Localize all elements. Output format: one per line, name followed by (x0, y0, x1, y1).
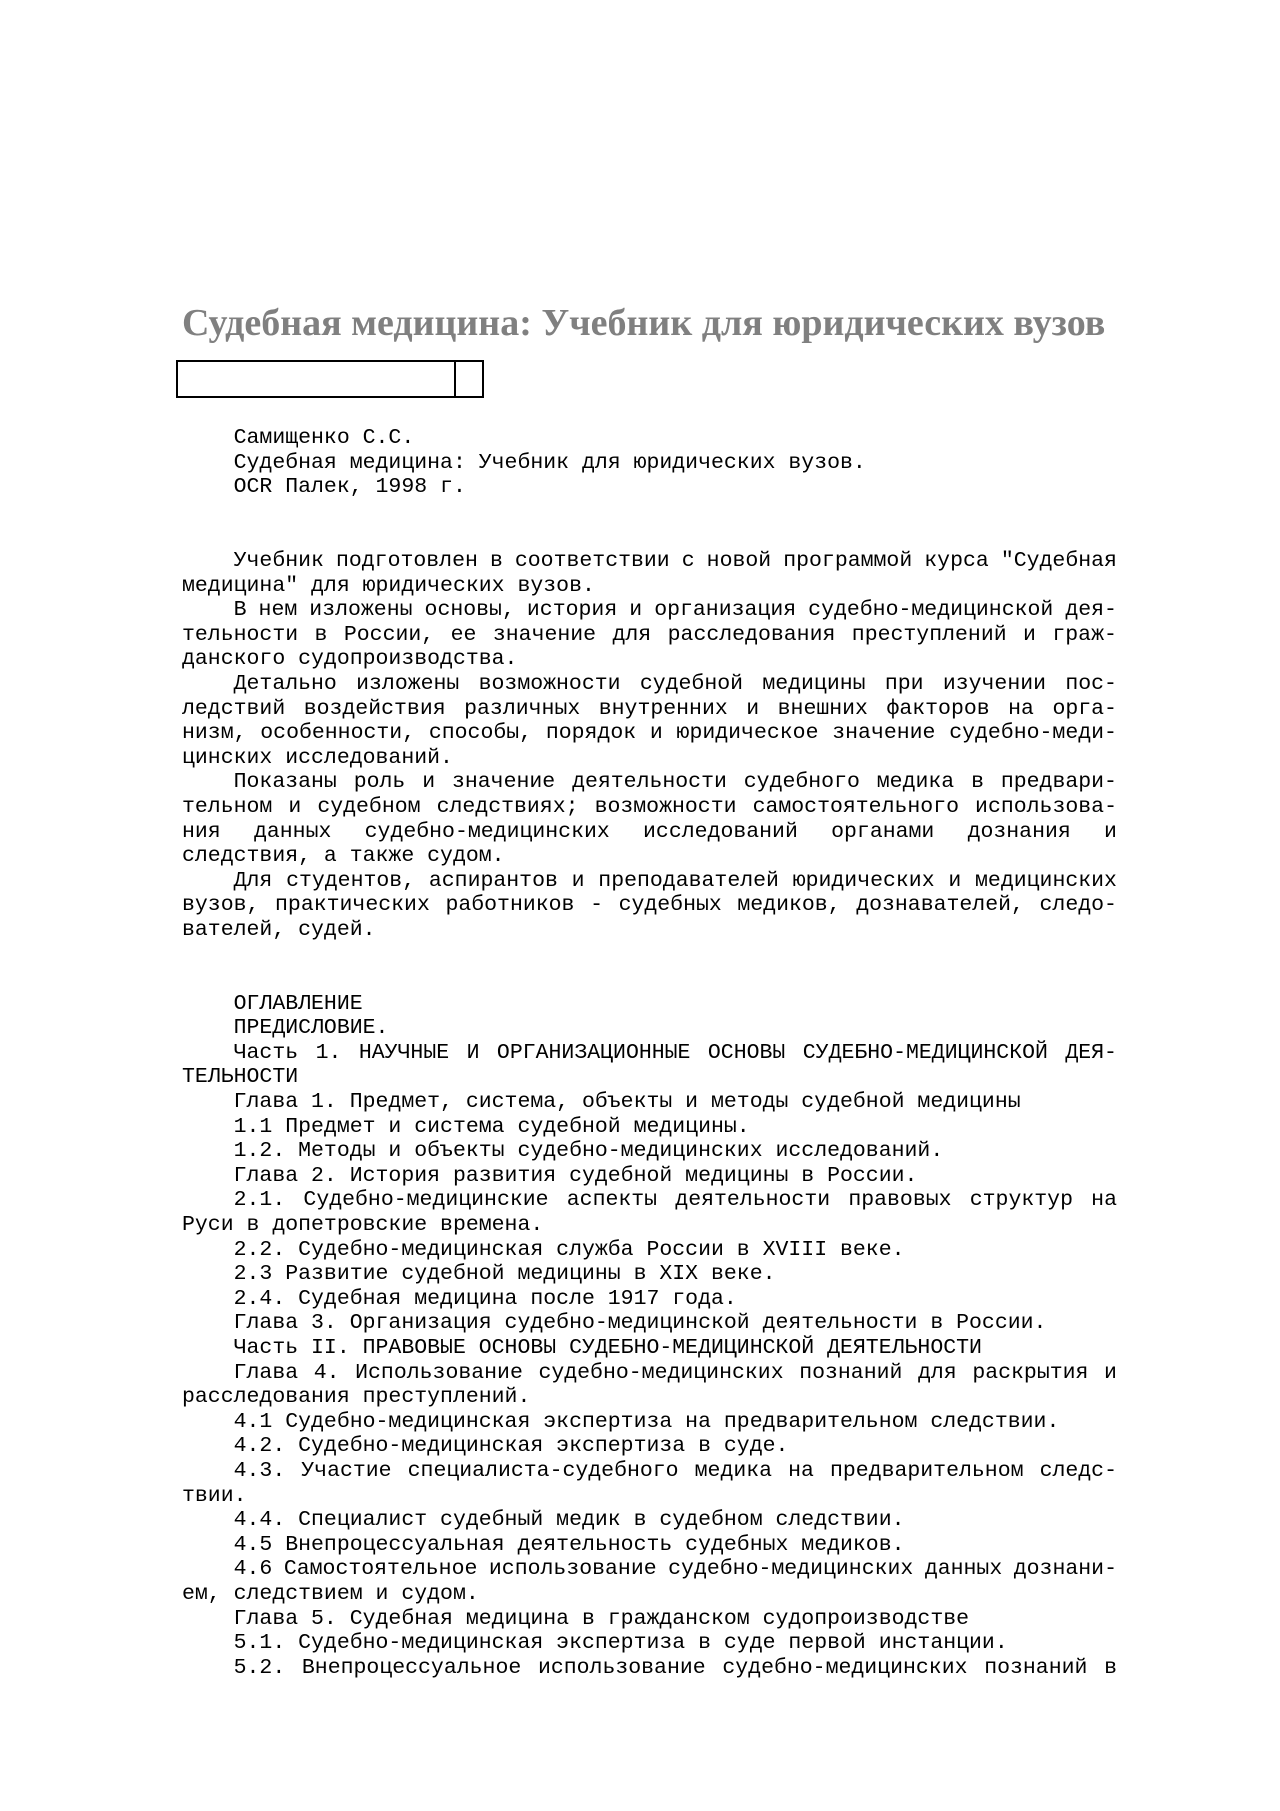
text-line: ПРЕДИСЛОВИЕ. (182, 1016, 389, 1041)
text-word: факторов (886, 696, 990, 721)
text-word: роль (353, 770, 406, 795)
text-word: и (948, 868, 962, 893)
text-line (182, 549, 1117, 574)
text-word: ОРГАНИЗАЦИОННЫЕ (496, 1040, 691, 1065)
text-word: основы, (424, 598, 515, 623)
text-line: ем, следствием и судом. (182, 1581, 479, 1606)
text-line: Глава 3. Организация судебно-медицинской деятельности в России. (182, 1311, 1047, 1336)
text-word: ния (182, 819, 221, 844)
text-line (182, 869, 1117, 894)
text-word: в (1104, 1655, 1117, 1680)
text-word: судебно-меди- (949, 721, 1117, 746)
text-line: Руси в допетровские времена. (182, 1213, 544, 1237)
text-word: преподавателей (598, 868, 779, 893)
text-word: новой (706, 548, 772, 573)
text-word: юридическое (676, 721, 819, 746)
text-word: данных (253, 819, 332, 844)
text-word: нем (258, 598, 298, 623)
text-word: медицинских (975, 868, 1117, 893)
text-word: использование (488, 1557, 657, 1582)
text-line (182, 1361, 1117, 1386)
text-word: и (1104, 1360, 1117, 1385)
text-word: самостоятельного (752, 794, 959, 819)
text-word: изложены (309, 598, 413, 623)
text-word: вузов, (182, 893, 260, 918)
text-word: В (182, 598, 247, 623)
text-word: познаний (799, 1360, 903, 1385)
text-word: дознани- (1013, 1557, 1117, 1582)
text-word: практических (275, 893, 430, 918)
text-word: соответствии (514, 548, 670, 573)
text-word: Внепроцессуальное (301, 1655, 522, 1680)
text-line: 4.1 Судебно-медицинская экспертиза на предварительном следствии. (182, 1409, 1060, 1434)
text-word: структур (969, 1188, 1073, 1213)
text-line (182, 721, 1117, 746)
text-word: судебно-медицинских (722, 1655, 968, 1680)
text-word: Для (182, 868, 273, 893)
text-word: тельном (182, 794, 273, 819)
text-word: ледствий (182, 696, 286, 721)
text-line: вателей, судей. (182, 917, 376, 942)
text-line (182, 967, 1117, 992)
text-word: порядок (545, 721, 637, 746)
text-word: пос- (1065, 671, 1117, 696)
text-word: с (681, 548, 695, 573)
text-word: Часть (182, 1040, 299, 1065)
text-word: следо- (1039, 893, 1117, 918)
text-line (182, 893, 1117, 918)
text-line (182, 1188, 1117, 1213)
text-word: исследований (643, 819, 798, 844)
text-line (182, 942, 1117, 967)
text-word: внутренних (598, 696, 728, 721)
text-word: России, (343, 622, 435, 647)
text-word: деятельности (572, 770, 727, 795)
text-word: и (1023, 622, 1036, 647)
text-line (182, 1459, 1117, 1484)
text-line: 1.2. Методы и объекты судебно-медицинских исследований. (182, 1139, 944, 1164)
text-word: тельности (182, 622, 299, 647)
text-word: и (288, 794, 302, 819)
text-word: аспекты (566, 1188, 658, 1213)
text-word: следс- (1039, 1458, 1117, 1483)
text-word: судебно-медицинских (668, 1557, 914, 1582)
document-body (182, 426, 1117, 1680)
text-word: медиков, (737, 893, 841, 918)
text-word: способы, (428, 721, 533, 746)
text-word: - (590, 893, 603, 918)
text-word: 4.6 (182, 1557, 273, 1582)
text-word: и (422, 770, 436, 795)
text-line: OCR Палек, 1998 г. (182, 475, 466, 500)
text-word: органами (831, 819, 935, 844)
text-line: 4.4. Специалист судебный медик в судебном следствии. (182, 1508, 905, 1533)
text-word: познаний (984, 1655, 1088, 1680)
text-word: изучении (942, 671, 1047, 696)
text-word: судебных (618, 893, 722, 918)
text-word: расследования (667, 622, 836, 647)
text-word: специалиста-судебного (407, 1458, 679, 1483)
text-word: медика (694, 1458, 773, 1483)
text-line (182, 672, 1117, 697)
text-word: подготовлен (335, 548, 478, 573)
text-line (182, 598, 1117, 623)
text-word: 4.3. (182, 1458, 286, 1483)
text-word: НАУЧНЫЕ (358, 1040, 450, 1065)
text-word: значение (451, 770, 556, 795)
text-word: в (971, 770, 984, 795)
search-input[interactable] (178, 362, 454, 396)
text-word: в (314, 622, 328, 647)
text-line: 1.1 Предмет и система судебной медицины. (182, 1114, 750, 1139)
text-line (182, 795, 1117, 820)
text-word: возможности (478, 671, 621, 696)
text-word: И (466, 1040, 480, 1065)
text-line: Глава 5. Судебная медицина в гражданском судопроизводстве (182, 1606, 970, 1631)
text-word: 2.1. (182, 1188, 286, 1213)
text-word: Самостоятельное (283, 1557, 478, 1582)
text-word: и (1104, 819, 1117, 844)
text-word: студентов, (286, 868, 416, 893)
text-word: и (649, 721, 663, 746)
text-line: 5.1. Судебно-медицинская экспертиза в суде первой инстанции. (182, 1631, 1008, 1656)
text-word: для (918, 1360, 957, 1385)
text-word: особенности, (260, 721, 416, 746)
text-line: медицина" для юридических вузов. (182, 573, 595, 598)
text-word: при (884, 671, 924, 696)
text-word: использова- (975, 794, 1117, 819)
text-word: ее (450, 622, 477, 647)
text-word: 4. (313, 1360, 340, 1385)
text-word: работников (445, 893, 575, 918)
text-word: Детально (182, 671, 337, 696)
text-word: дознавателей, (856, 893, 1024, 918)
text-line (182, 820, 1117, 845)
text-word: граж- (1052, 622, 1117, 647)
text-line (182, 1041, 1117, 1066)
text-word: история (526, 598, 618, 623)
search-button[interactable] (454, 362, 482, 396)
text-word: предвари- (1000, 770, 1117, 795)
text-line (182, 623, 1117, 648)
text-line: твии. (182, 1483, 247, 1508)
text-word: низм, (182, 721, 247, 746)
text-word: и (629, 598, 643, 623)
text-word: судебно-медицинских (364, 819, 610, 844)
text-word: судебной (639, 671, 744, 696)
text-line (182, 1656, 1117, 1681)
text-line (182, 1557, 1117, 1582)
text-word: значение (492, 622, 597, 647)
text-line: Судебная медицина: Учебник для юридических вузов. (182, 450, 866, 475)
text-word: Глава (182, 1360, 299, 1385)
text-word: судебном (317, 794, 421, 819)
page-title: Судебная медицина: Учебник для юридических вузов (182, 302, 1106, 344)
text-line: Глава 2. История развития судебной медицины в России. (182, 1163, 918, 1188)
text-word: на (1091, 1188, 1117, 1213)
search-form (176, 360, 484, 398)
text-word: предварительном (829, 1458, 1024, 1483)
text-word: значение (832, 721, 936, 746)
text-word: Показаны (182, 770, 337, 795)
text-word: курса (924, 548, 989, 573)
text-line: Глава 1. Предмет, система, объекты и методы судебной медицины (182, 1090, 1021, 1115)
text-line: следствия, а также судом. (182, 844, 505, 869)
text-word: орга- (1052, 696, 1117, 721)
text-line: 4.5 Внепроцессуальная деятельность судебных медиков. (182, 1532, 905, 1557)
text-word: 1. (315, 1040, 342, 1065)
text-word: внешних (777, 696, 868, 721)
text-word: дея- (1065, 598, 1117, 623)
text-word: воздействия (303, 696, 446, 721)
text-word: в (489, 548, 503, 573)
text-word: различных (464, 696, 581, 721)
text-line: Самищенко С.С. (182, 426, 415, 450)
text-line: 2.4. Судебная медицина после 1917 года. (182, 1286, 737, 1311)
text-word: судебного (743, 770, 860, 795)
text-word: медика (876, 770, 955, 795)
text-word: "Судебная (1000, 548, 1117, 573)
text-word: организация (654, 598, 797, 623)
text-line: ОГЛАВЛЕНИЕ (182, 991, 363, 1016)
text-word: Учебник (182, 548, 324, 573)
text-word: дознания (967, 819, 1071, 844)
text-word: СУДЕБНО-МЕДИЦИНСКОЙ (802, 1040, 1048, 1065)
text-word: Судебно-медицинские (303, 1188, 549, 1213)
text-word: использование (537, 1655, 706, 1680)
text-word: деятельности (675, 1188, 831, 1213)
text-line: данского судопроизводства. (182, 647, 518, 672)
text-line (182, 500, 1117, 525)
text-word: возможности (594, 794, 737, 819)
text-word: следствиях; (436, 794, 579, 819)
text-line: 2.2. Судебно-медицинская служба России в XVIII веке. (182, 1237, 905, 1262)
text-line: расследования преступлений. (182, 1385, 531, 1410)
text-word: преступлений (851, 622, 1007, 647)
text-word: медицины (762, 671, 866, 696)
text-line: 4.2. Судебно-медицинская экспертиза в суде. (182, 1434, 789, 1459)
text-line: цинских исследований. (182, 745, 453, 770)
text-word: правовых (848, 1188, 952, 1213)
text-word: ДЕЯ- (1065, 1040, 1117, 1065)
text-word: юридических (792, 868, 935, 893)
text-word: Участие (301, 1458, 392, 1483)
text-line: 2.3 Развитие судебной медицины в XIX веке. (182, 1262, 776, 1287)
text-word: раскрытия (972, 1360, 1089, 1385)
text-word: и (746, 696, 760, 721)
text-line (182, 524, 1117, 549)
text-word: для (612, 622, 652, 647)
text-word: изложены (356, 671, 460, 696)
text-word: на (788, 1458, 814, 1483)
text-word: аспирантов (428, 868, 558, 893)
text-word: данных (924, 1557, 1003, 1582)
text-line (182, 770, 1117, 795)
text-line (182, 697, 1117, 722)
text-word: судебно-медицинской (808, 598, 1054, 623)
text-word: судебно-медицинских (538, 1360, 784, 1385)
text-word: Использование (355, 1360, 523, 1385)
text-line: ТЕЛЬНОСТИ (182, 1065, 299, 1090)
text-word: 5.2. (182, 1655, 286, 1680)
text-word: на (1008, 696, 1034, 721)
text-line: Часть II. ПРАВОВЫЕ ОСНОВЫ СУДЕБНО-МЕДИЦИНСКОЙ ДЕЯТЕЛЬНОСТИ (182, 1335, 982, 1360)
text-word: программой (783, 548, 913, 573)
text-word: и (571, 868, 585, 893)
text-word: ОСНОВЫ (707, 1040, 786, 1065)
